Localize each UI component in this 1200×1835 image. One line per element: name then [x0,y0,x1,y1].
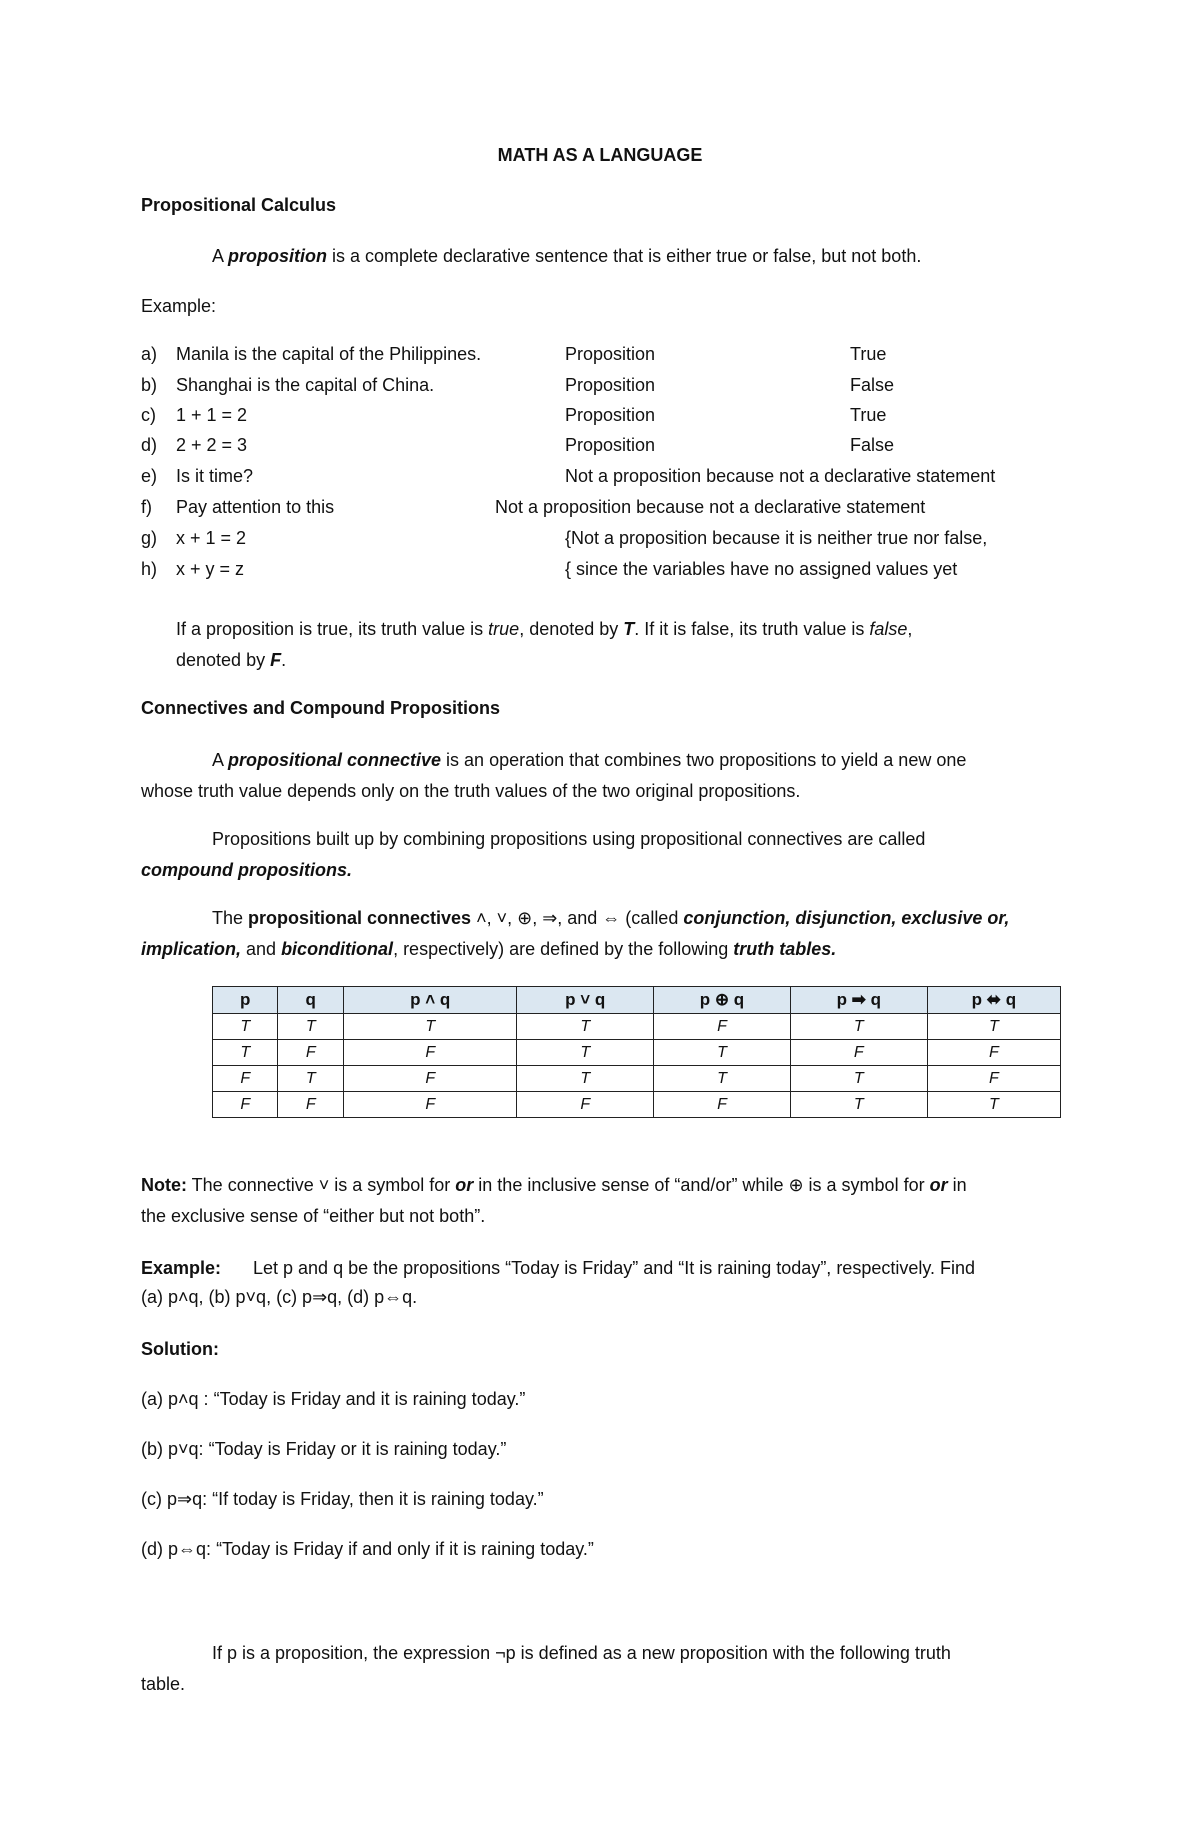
truth-table-cell: F [343,1066,517,1092]
example2-line1: Let p and q be the propositions “Today is Friday” and “It is raining today”, respectively. Find [253,1258,976,1278]
truth-table-header-cell: p ˅ q [517,987,654,1014]
truth-table-cell: F [278,1092,343,1118]
example-row [141,375,1101,401]
truth-table-cell: T [790,1014,927,1040]
note-e: in [947,1175,967,1195]
conn-a: The [212,908,249,928]
example-truth-value: False [850,435,895,455]
definition-text: is a complete declarative sentence that is either true or false, but not both. [327,246,922,266]
example-classification: Proposition [565,344,656,364]
truth-table-row [213,1040,1061,1066]
example-statement: Pay attention to this [176,497,335,517]
conn-c: ˄, ˅, ⊕, ⇒, and ⇔ (called [471,908,684,928]
solution-text: “Today is Friday and it is raining today.” [213,1389,526,1409]
conn-def-prefix: A [212,750,229,770]
proposition-definition [212,246,921,267]
solution-item [141,1439,506,1460]
example-statement: Manila is the capital of the Philippines. [176,344,482,364]
truth-table-header-cell: p ⬌ q [927,987,1060,1014]
truth-table-cell: T [213,1014,278,1040]
section-heading-propositional-calculus: Propositional Calculus [141,195,337,215]
truth-table-cell: F [213,1092,278,1118]
note-line2: the exclusive sense of “either but not both”. [141,1206,486,1226]
section-heading-connectives: Connectives and Compound Propositions [141,698,501,718]
tv-period: . [281,650,287,670]
tv-true: true [488,619,520,639]
conn-def-term: propositional connective [228,750,442,770]
solution-text: “Today is Friday or it is raining today.” [208,1439,507,1459]
connectives-paragraph [141,903,1081,965]
example2-line2: (a) p˄q, (b) p˅q, (c) p⇒q, (d) p⇔q. [141,1287,418,1307]
conn-b: propositional connectives [248,908,472,928]
example-row [141,466,1101,492]
truth-table-cell: T [790,1066,927,1092]
example-truth-value: False [850,375,895,395]
truth-table-cell: T [654,1040,791,1066]
example-classification: Proposition [565,405,656,425]
connective-definition [141,745,1081,807]
conn-e: implication, [141,939,242,959]
example2-label: Example: [141,1258,222,1278]
conn-g: biconditional [281,939,394,959]
truth-table-cell: F [343,1092,517,1118]
truth-table-cell: F [278,1040,343,1066]
truth-table-cell: F [654,1092,791,1118]
compound-line1: Propositions built up by combining propositions using propositional connectives are called [212,829,926,849]
solution-tag: (c) [141,1489,162,1509]
truth-table-cell: F [927,1066,1060,1092]
truth-table-header-cell: p ⊕ q [654,987,791,1014]
example-statement: 1 + 1 = 2 [176,405,248,425]
truth-table-cell: F [927,1040,1060,1066]
example-classification: {Not a proposition because it is neither true nor false, [565,528,988,548]
truth-table-header-cell: q [278,987,343,1014]
truth-table-cell: F [790,1040,927,1066]
solution-expression: p⇔q: [168,1539,212,1559]
truth-table-cell: T [654,1066,791,1092]
example-row [141,435,1101,461]
solution-item [141,1389,525,1410]
tv-T: T [623,619,635,639]
definition-term: proposition [228,246,327,266]
example-letter: f) [141,497,152,517]
tv-comma: , [907,619,913,639]
negation-line2: table. [141,1674,186,1694]
example-letter: b) [141,375,158,395]
truth-table-cell: F [517,1092,654,1118]
truth-table-cell: T [927,1092,1060,1118]
tv-text-2: , denoted by [519,619,624,639]
negation-line1: If p is a proposition, the expression ¬p is defined as a new proposition with the following truth [212,1643,951,1663]
example-letter: g) [141,528,158,548]
example-letter: e) [141,466,158,486]
truth-table-row [213,1092,1061,1118]
note-a: The connective ˅ is a symbol for [187,1175,456,1195]
truth-table-cell: T [517,1014,654,1040]
example-row [141,528,1101,554]
example-classification: Not a proposition because not a declarative statement [495,497,926,517]
tv-false: false [869,619,908,639]
truth-table-cell: F [213,1066,278,1092]
truth-value-paragraph [176,614,1116,676]
truth-table-cell: T [927,1014,1060,1040]
solution-expression: p˄q : [168,1389,209,1409]
truth-table-cell: T [213,1040,278,1066]
tv-text-1: If a proposition is true, its truth value is [176,619,489,639]
note-label: Note: [141,1175,187,1195]
example-truth-value: True [850,405,887,425]
example-label: Example: [141,296,217,316]
solution-item [141,1539,594,1560]
truth-table-row [213,1014,1061,1040]
solution-tag: (a) [141,1389,163,1409]
example-statement: x + y = z [176,559,245,579]
conn-h: , respectively) are defined by the following [393,939,734,959]
truth-table-cell: T [343,1014,517,1040]
example-statement: Shanghai is the capital of China. [176,375,435,395]
tv-F: F [270,650,282,670]
example-classification: Proposition [565,375,656,395]
truth-table-cell: F [654,1014,791,1040]
truth-table-row [213,1066,1061,1092]
example-row [141,344,1101,370]
truth-table-cell: T [517,1066,654,1092]
solution-label: Solution: [141,1339,219,1359]
example-classification: Not a proposition because not a declarative statement [565,466,996,486]
truth-table-cell: T [278,1014,343,1040]
conn-def-line2: whose truth value depends only on the truth values of the two original propositions. [141,781,801,801]
conn-d: conjunction, disjunction, exclusive or, [683,908,1010,928]
solution-expression: p˅q: [168,1439,204,1459]
compound-paragraph [141,824,1081,886]
example-statement: 2 + 2 = 3 [176,435,248,455]
page-title: MATH AS A LANGUAGE [497,145,703,165]
example-statement: Is it time? [176,466,254,486]
example-row [141,497,1101,523]
example-classification: { since the variables have no assigned values yet [565,559,958,579]
note-c: in the inclusive sense of “and/or” while ⊕ is a symbol for [473,1175,930,1195]
example-letter: a) [141,344,158,364]
note-paragraph [141,1170,1081,1232]
example-classification: Proposition [565,435,656,455]
truth-table-cell: T [790,1092,927,1118]
truth-table-header-cell: p ➡ q [790,987,927,1014]
truth-table-header [213,987,1061,1014]
example-statement: x + 1 = 2 [176,528,247,548]
solution-tag: (b) [141,1439,163,1459]
example-row [141,405,1101,431]
truth-table-cell: T [278,1066,343,1092]
tv-text-3: . If it is false, its truth value is [634,619,870,639]
example-letter: c) [141,405,156,425]
example-letter: h) [141,559,158,579]
solution-item [141,1489,544,1510]
note-or-2: or [929,1175,948,1195]
solution-text: “Today is Friday if and only if it is raining today.” [216,1539,594,1559]
conn-f: and [241,939,282,959]
conn-def-text: is an operation that combines two propositions to yield a new one [441,750,967,770]
solution-text: “If today is Friday, then it is raining today.” [212,1489,544,1509]
negation-paragraph [141,1638,1081,1700]
truth-table-body [213,1014,1061,1118]
solution-tag: (d) [141,1539,163,1559]
conn-i: truth tables. [733,939,837,959]
example-truth-value: True [850,344,887,364]
truth-table [212,986,1061,1118]
truth-table-cell: T [517,1040,654,1066]
truth-table-header-cell: p ˄ q [343,987,517,1014]
example-row [141,559,1101,585]
note-or-1: or [455,1175,474,1195]
example-letter: d) [141,435,158,455]
solution-expression: p⇒q: [167,1489,208,1509]
tv-text-4: denoted by [176,650,271,670]
definition-prefix: A [212,246,229,266]
truth-table-cell: F [343,1040,517,1066]
compound-term: compound propositions. [141,860,352,880]
truth-table-header-cell: p [213,987,278,1014]
